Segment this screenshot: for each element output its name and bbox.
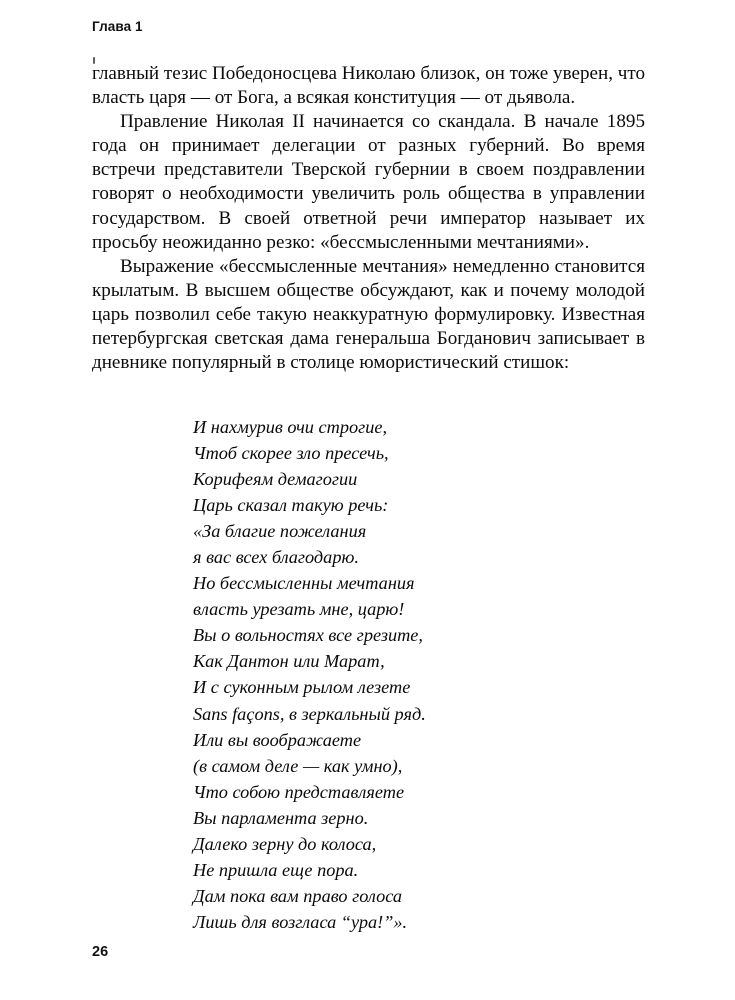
verse-line: Не пришла еще пора. (193, 859, 359, 880)
verse-line: Вы парламента зерно. (193, 807, 369, 828)
paragraph-reign: Правление Николая II начинается со скандала. В начале 1895 года он принимает делегации от разных губерний. Во время встречи представители Тверской губернии в своем поздравлении говорят о необходимости увеличить роль общества в управлении государством. В своей ответной речи император называет их просьбу неожиданно резко: «бессмысленными мечтаниями». (92, 111, 645, 253)
paragraph-continuation: главный тезис Победоносцева Николаю близок, он тоже уверен, что власть царя — от Бога, а всякая конституция — от дьявола. (92, 63, 645, 109)
verse-line: Дам пока вам право голоса (193, 885, 403, 906)
verse-quotation-block (193, 414, 613, 935)
verse-line: Но бессмысленны мечтания (193, 573, 415, 594)
verse-line: Или вы воображаете (193, 729, 362, 750)
verse-line: Лишь для возгласа “ура!”». (193, 911, 408, 932)
verse-line: И нахмурив очи строгие, (193, 417, 388, 437)
verse-line: Sans façons, в зеркальный ряд. (193, 703, 426, 724)
running-head-chapter: Глава 1 (92, 19, 143, 34)
verse-line: И с суконным рылом лезете (193, 677, 411, 698)
paragraph-expression: Выражение «бессмысленные мечтания» немедленно становится крылатым. В высшем обществе обсуждают, как и почему молодой царь позволил себе такую неаккуратную формулировку. Известная петербургская светская дама генеральша Богданович записывает в дневнике популярный в столице юмористический стишок: (92, 255, 645, 374)
verse-line: (в самом деле — как умно), (193, 755, 403, 776)
verse-line: «За благие пожелания (193, 521, 367, 542)
verse-line: Корифеям демагогии (193, 469, 358, 490)
body-text-column (92, 62, 645, 375)
verse-line: власть урезать мне, царю! (193, 599, 405, 620)
verse-line: Далеко зерну до колоса, (193, 833, 377, 854)
verse-line: Как Дантон или Марат, (193, 651, 385, 672)
verse-line: Вы о вольностях все грезите, (193, 625, 423, 646)
verse-line: я вас всех благодарю. (193, 547, 359, 568)
verse-line: Чтоб скорее зло пресечь, (193, 443, 389, 464)
verse-line: Что собою представляете (193, 781, 405, 802)
page-number: 26 (92, 944, 109, 960)
verse-line: Царь сказал такую речь: (193, 495, 389, 516)
